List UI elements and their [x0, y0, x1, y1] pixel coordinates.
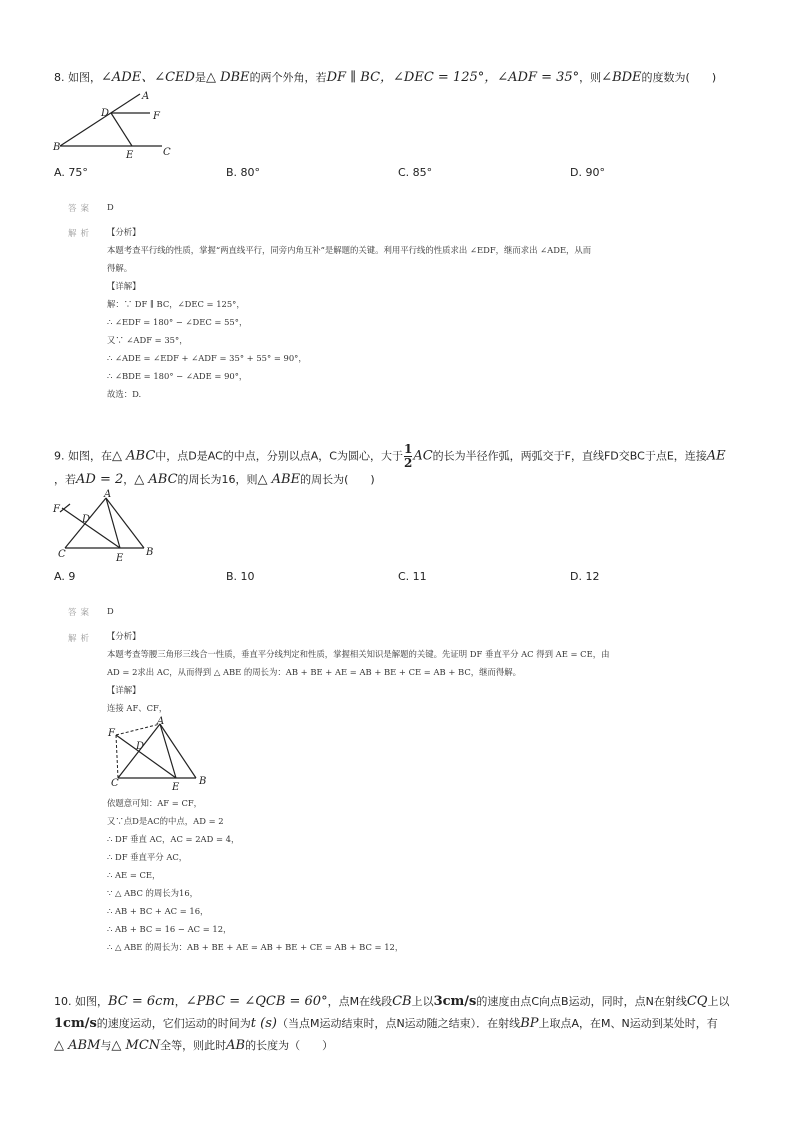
q8-label-e: E: [126, 150, 134, 161]
q8-analysis-label: 解析: [68, 229, 94, 239]
q9-analysis-bottom: 依题意可知：AF = CF， 又∵点D是AC的中点，AD = 2 ∴ DF 垂直 AC，AC = 2AD = 4， ∴ DF 垂直平分 AC， ∴ AE = CE， ∵ △ ABC 的周长为16， ∴ AB + BC + AC = 16， ∴ AB + BC = 16 − AC = 12， ∴ △ ABE 的周长为：AB + BE + AE = AB + BE + CE = AB + BC = 12，: [107, 798, 404, 952]
q9-answer: D: [107, 606, 114, 616]
q9-fraction: $\frac{1}{2}$: [403, 442, 413, 470]
q8-label-d: D: [101, 108, 110, 119]
q9-stem-line2: ，若AD = 2，△ ABC的周长为16，则△ ABE的周长为( ): [54, 472, 375, 487]
q9-stem-line1: 9. 如图，在△ ABC中，点D是AC的中点，分别以点A，C为圆心，大于 $\frac{1}{2}$ AC的长为半径作弧，两弧交于F，直线FD交BC于点E，连接AE: [54, 442, 726, 470]
q8-figure: [50, 86, 180, 164]
q9-sol-label-f: F: [108, 728, 115, 739]
q8-stem: 8. 如图，∠ADE、∠CED是△ DBE的两个外角，若DF ∥ BC，∠DEC = 125°，∠ADF = 35°，则∠BDE的度数为( ): [54, 70, 717, 85]
q9-sol-label-d: D: [136, 741, 145, 752]
q9-sol-label-a: A: [157, 716, 165, 727]
q9-sol-label-c: C: [111, 778, 119, 789]
q10-stem-line1: 10. 如图，BC = 6cm，∠PBC = ∠QCB = 60°，点M在线段CB上以3cm/s的速度由点C向点B运动，同时，点N在射线CQ上以: [54, 994, 730, 1009]
q9-label-b: B: [146, 547, 154, 558]
q8-label-f: F: [153, 111, 160, 122]
q9-analysis-top: 【分析】 本题考查等腰三角形三线合一性质，垂直平分线判定和性质，掌握相关知识是解题的关键。先证明 DF 垂直平分 AC 得到 AE = CE，由 AD = 2求出 AC，从而得到 △ ABE 的周长为：AB + BE + AE = AB + BE + CE = AB + BC，继而得解。 【详解】 连接 AF、CF，: [107, 631, 610, 713]
q9-label-d: D: [82, 514, 91, 525]
q9-label-a: A: [104, 489, 112, 500]
q8-label-a: A: [142, 91, 150, 102]
q9-option-c[interactable]: C. 11: [398, 570, 427, 583]
q10-stem-line2: 1cm/s的速度运动，它们运动的时间为t (s)（当点M运动结束时，点N运动随之结束）．在射线BP上取点A，在M、N运动到某处时，有: [54, 1016, 718, 1031]
q8-answer: D: [107, 202, 114, 212]
q8-option-d[interactable]: D. 90°: [570, 166, 605, 179]
q9-solution-figure: [104, 716, 214, 792]
q9-sol-label-e: E: [172, 782, 180, 792]
q9-option-b[interactable]: B. 10: [226, 570, 255, 583]
q8-option-a[interactable]: A. 75°: [54, 166, 88, 179]
q8-label-c: C: [163, 147, 171, 158]
q9-label-e: E: [116, 553, 124, 564]
q8-option-c[interactable]: C. 85°: [398, 166, 433, 179]
q9-option-a[interactable]: A. 9: [54, 570, 76, 583]
q9-figure: [50, 488, 170, 566]
q9-answer-label: 答案: [68, 608, 94, 618]
q8-answer-label: 答案: [68, 204, 94, 214]
q8-analysis: 【分析】 本题考查平行线的性质，掌握“两直线平行，同旁内角互补”是解题的关键。利用平行线的性质求出 ∠EDF，继而求出 ∠ADE，从而 得解。 【详解】 解：∵ DF ∥ BC，∠DEC = 125°， ∴ ∠EDF = 180° − ∠DEC = 55°， 又∵ ∠ADF = 35°， ∴ ∠ADE = ∠EDF + ∠ADF = 35° + 55° = 90°， ∴ ∠BDE = 180° − ∠ADE = 90°， 故选：D.: [107, 227, 592, 399]
q9-label-f: F: [53, 504, 60, 515]
q9-label-c: C: [58, 549, 66, 560]
q9-analysis-label: 解析: [68, 634, 94, 644]
q8-option-b[interactable]: B. 80°: [226, 166, 261, 179]
q9-option-d[interactable]: D. 12: [570, 570, 600, 583]
q8-label-b: B: [53, 142, 61, 153]
q10-stem-line3: △ ABM与△ MCN全等，则此时AB的长度为（ ）: [54, 1038, 334, 1053]
q9-sol-label-b: B: [199, 776, 207, 787]
